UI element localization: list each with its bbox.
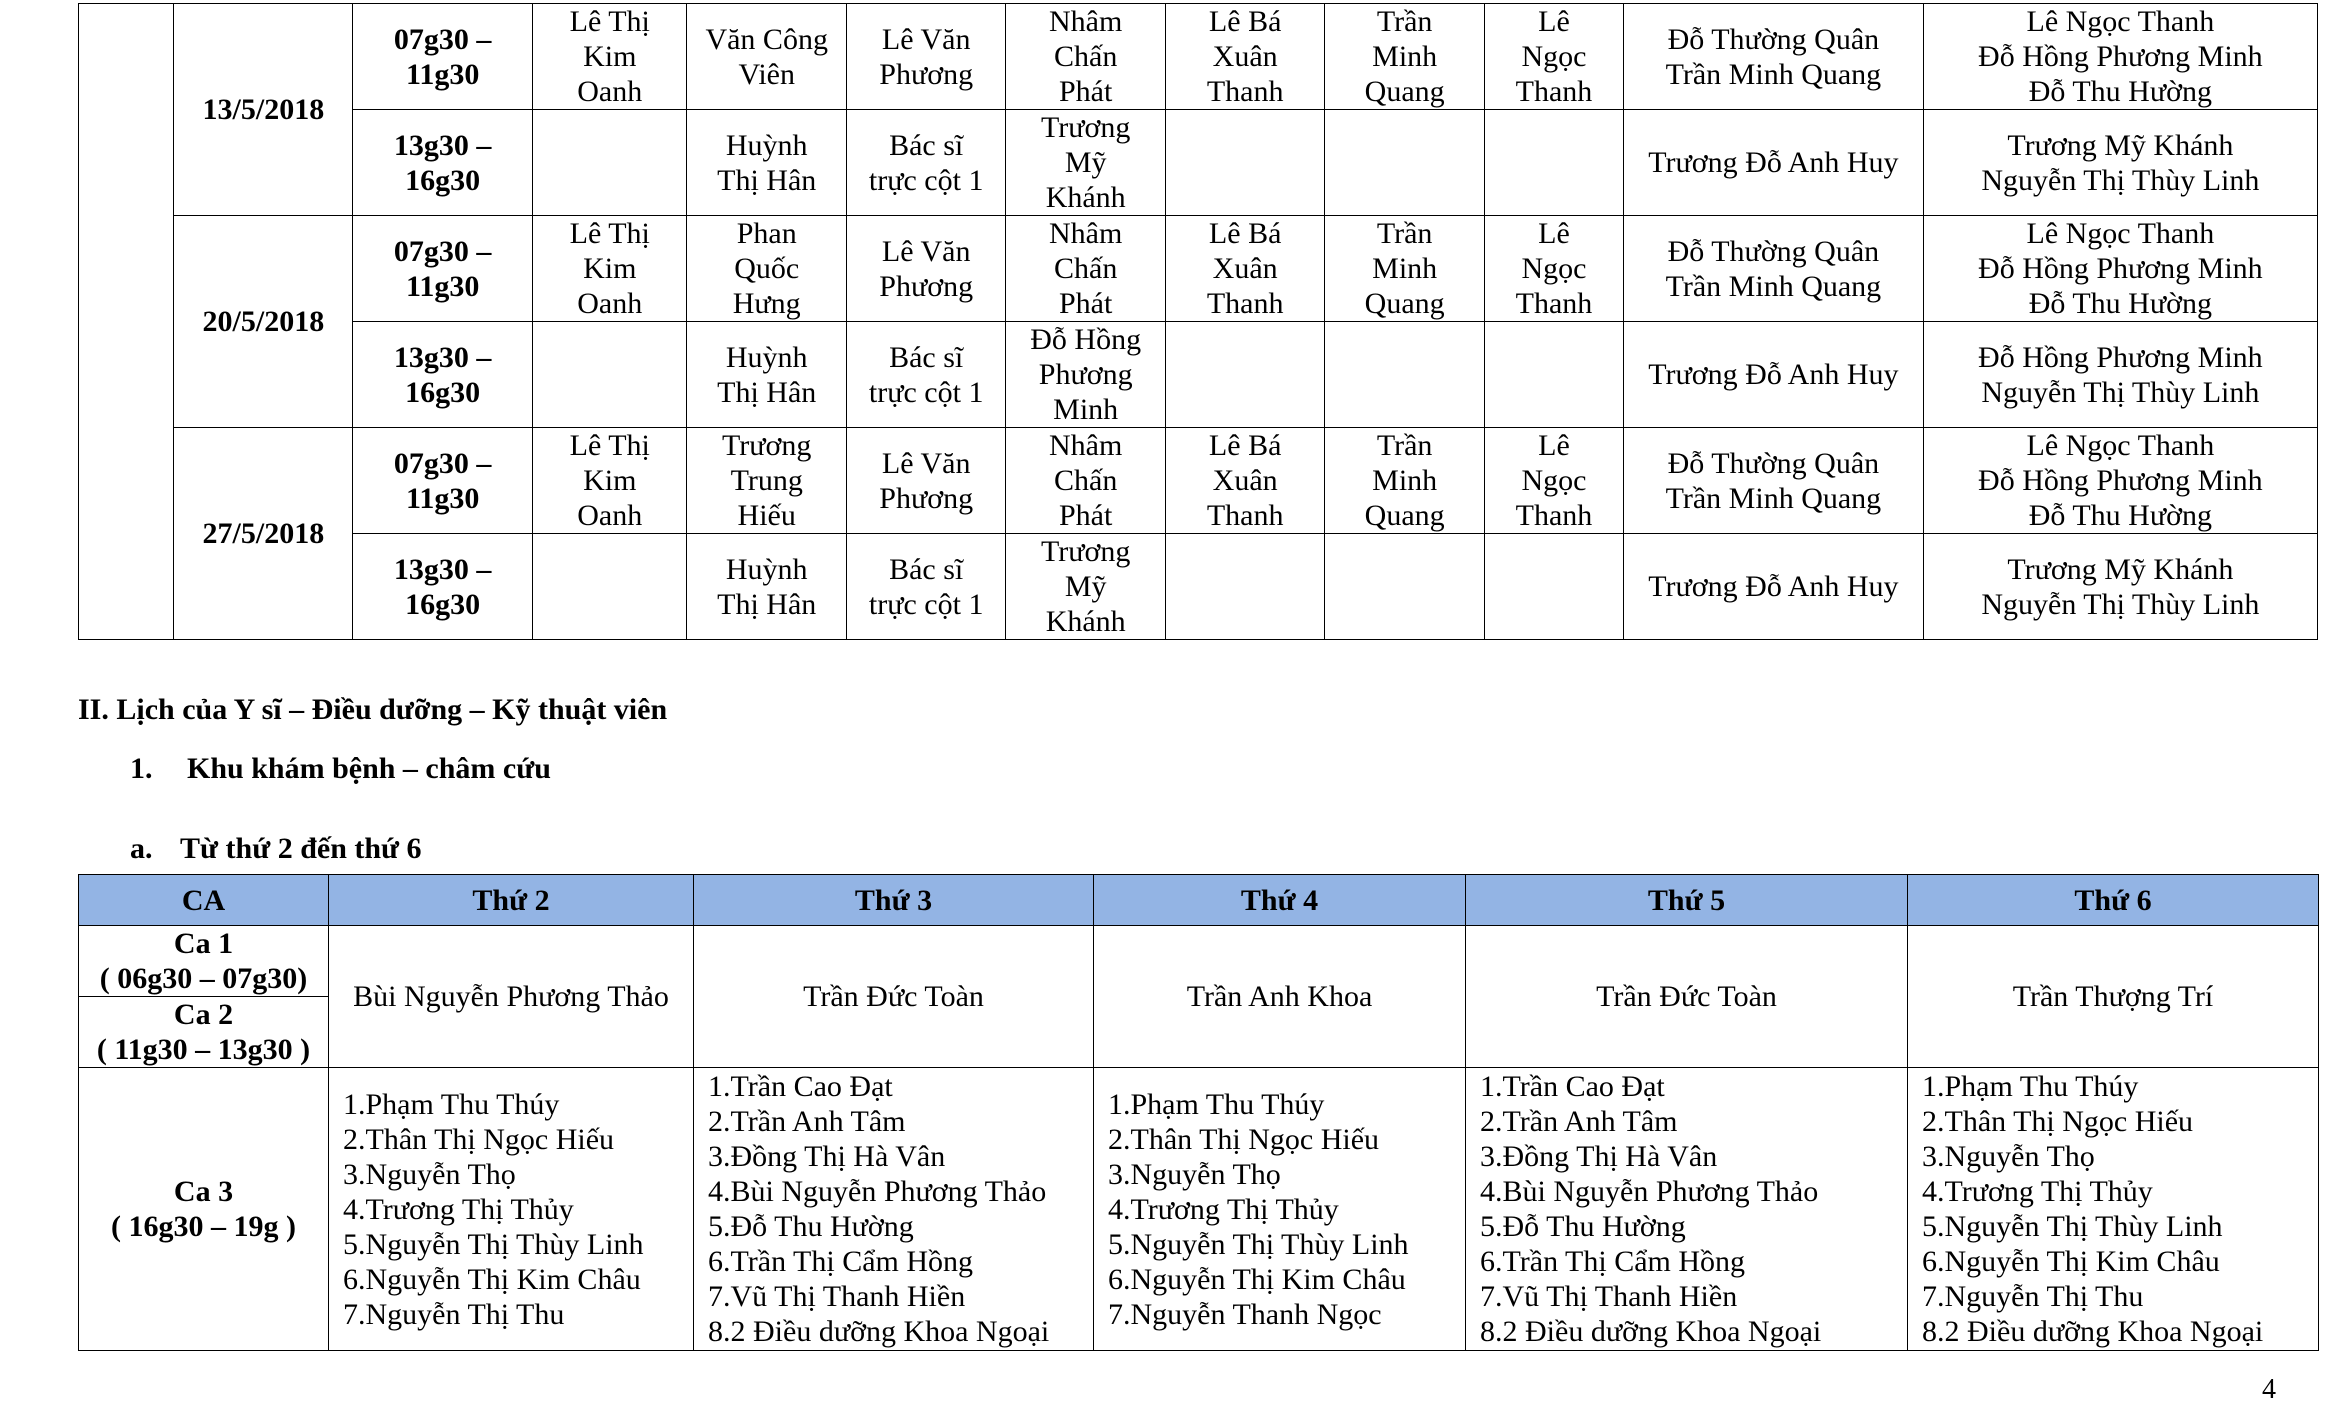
staff-cell xyxy=(533,534,687,640)
staff-cell: Trương Đỗ Anh Huy xyxy=(1624,534,1924,640)
staff-cell xyxy=(1165,534,1324,640)
header-thu4: Thứ 4 xyxy=(1094,875,1466,926)
staff-cell: Đỗ Hồng Phương Minh xyxy=(1006,322,1165,428)
staff-cell: Lê Ngọc Thanh Đỗ Hồng Phương Minh Đỗ Thu Hường xyxy=(1923,216,2317,322)
shift-row-ca3 xyxy=(79,1068,2319,1351)
section-title: II. Lịch của Y sĩ – Điều dưỡng – Kỹ thuật viên xyxy=(78,693,668,726)
staff-cell: Huỳnh Thị Hân xyxy=(687,534,846,640)
staff-cell xyxy=(1484,322,1623,428)
staff-cell: Trương Trung Hiếu xyxy=(687,428,846,534)
left-merged-cell xyxy=(79,4,174,640)
staff-cell: Nhâm Chấn Phát xyxy=(1006,216,1165,322)
staff-cell xyxy=(1325,322,1484,428)
staff-cell: Trần Thượng Trí xyxy=(1908,926,2319,1068)
staff-cell: Trần Minh Quang xyxy=(1325,216,1484,322)
staff-cell xyxy=(1484,110,1623,216)
staff-cell: Lê Thị Kim Oanh xyxy=(533,216,687,322)
staff-list: 1.Trần Cao Đạt 2.Trần Anh Tâm 3.Đồng Thị Hà Vân 4.Bùi Nguyễn Phương Thảo 5.Đỗ Thu Hường 6.Trần Thị Cẩm Hồng 7.Vũ Thị Thanh Hiền 8.2 Điều dưỡng Khoa Ngoại xyxy=(694,1068,1094,1351)
staff-cell: Văn Công Viên xyxy=(687,4,846,110)
staff-cell: Lê Bá Xuân Thanh xyxy=(1165,428,1324,534)
time-cell: 07g30 – 11g30 xyxy=(353,4,533,110)
staff-cell: Trần Đức Toàn xyxy=(694,926,1094,1068)
staff-cell: Lê Thị Kim Oanh xyxy=(533,4,687,110)
staff-list: 1.Phạm Thu Thúy 2.Thân Thị Ngọc Hiếu 3.Nguyễn Thọ 4.Trương Thị Thủy 5.Nguyễn Thị Thùy Linh 6.Nguyễn Thị Kim Châu 7.Nguyễn Thanh Ngọc xyxy=(1094,1068,1466,1351)
time-cell: 13g30 – 16g30 xyxy=(353,534,533,640)
staff-cell: Bác sĩ trực cột 1 xyxy=(846,534,1005,640)
date-cell: 20/5/2018 xyxy=(174,216,353,428)
schedule-row xyxy=(79,322,2318,428)
shift-label: Ca 2 ( 11g30 – 13g30 ) xyxy=(79,997,329,1068)
schedule-row xyxy=(79,428,2318,534)
staff-cell: Lê Văn Phương xyxy=(846,216,1005,322)
date-cell: 27/5/2018 xyxy=(174,428,353,640)
header-ca: CA xyxy=(79,875,329,926)
staff-cell: Bùi Nguyễn Phương Thảo xyxy=(329,926,694,1068)
staff-cell: Lê Thị Kim Oanh xyxy=(533,428,687,534)
staff-list: 1.Phạm Thu Thúy 2.Thân Thị Ngọc Hiếu 3.Nguyễn Thọ 4.Trương Thị Thủy 5.Nguyễn Thị Thùy Linh 6.Nguyễn Thị Kim Châu 7.Nguyễn Thị Thu xyxy=(329,1068,694,1351)
time-cell: 07g30 – 11g30 xyxy=(353,428,533,534)
header-row xyxy=(79,875,2319,926)
staff-cell xyxy=(1325,110,1484,216)
staff-list: 1.Phạm Thu Thúy 2.Thân Thị Ngọc Hiếu 3.Nguyễn Thọ 4.Trương Thị Thủy 5.Nguyễn Thị Thùy Linh 6.Nguyễn Thị Kim Châu 7.Nguyễn Thị Thu 8.2 Điều dưỡng Khoa Ngoại xyxy=(1908,1068,2319,1351)
staff-cell: Trần Minh Quang xyxy=(1325,4,1484,110)
subsection-a-title: Từ thứ 2 đến thứ 6 xyxy=(180,832,422,865)
staff-cell: Trương Mỹ Khánh xyxy=(1006,110,1165,216)
staff-list: 1.Trần Cao Đạt 2.Trần Anh Tâm 3.Đồng Thị Hà Vân 4.Bùi Nguyễn Phương Thảo 5.Đỗ Thu Hường 6.Trần Thị Cẩm Hồng 7.Vũ Thị Thanh Hiền 8.2 Điều dưỡng Khoa Ngoại xyxy=(1466,1068,1908,1351)
staff-cell: Trương Đỗ Anh Huy xyxy=(1624,110,1924,216)
nurse-shift-table xyxy=(78,874,2319,1351)
staff-cell: Lê Ngọc Thanh xyxy=(1484,428,1623,534)
subsection-a-number: a. xyxy=(130,832,153,865)
staff-cell: Lê Văn Phương xyxy=(846,4,1005,110)
staff-cell: Huỳnh Thị Hân xyxy=(687,110,846,216)
shift-row-ca1 xyxy=(79,926,2319,997)
header-thu3: Thứ 3 xyxy=(694,875,1094,926)
staff-cell: Phan Quốc Hưng xyxy=(687,216,846,322)
staff-cell: Bác sĩ trực cột 1 xyxy=(846,110,1005,216)
staff-cell: Đỗ Thường Quân Trần Minh Quang xyxy=(1624,216,1924,322)
staff-cell: Lê Bá Xuân Thanh xyxy=(1165,4,1324,110)
staff-cell: Trương Mỹ Khánh xyxy=(1006,534,1165,640)
staff-cell: Lê Ngọc Thanh Đỗ Hồng Phương Minh Đỗ Thu Hường xyxy=(1923,4,2317,110)
staff-cell xyxy=(533,322,687,428)
staff-cell xyxy=(1325,534,1484,640)
staff-cell: Trần Đức Toàn xyxy=(1466,926,1908,1068)
staff-cell: Lê Ngọc Thanh Đỗ Hồng Phương Minh Đỗ Thu Hường xyxy=(1923,428,2317,534)
header-thu6: Thứ 6 xyxy=(1908,875,2319,926)
subsection-number: 1. xyxy=(130,752,153,785)
doctor-schedule-table xyxy=(78,3,2318,640)
page-number: 4 xyxy=(2262,1374,2276,1405)
staff-cell: Nhâm Chấn Phát xyxy=(1006,428,1165,534)
staff-cell: Bác sĩ trực cột 1 xyxy=(846,322,1005,428)
time-cell: 13g30 – 16g30 xyxy=(353,322,533,428)
schedule-row xyxy=(79,4,2318,110)
staff-cell xyxy=(533,110,687,216)
shift-label: Ca 3 ( 16g30 – 19g ) xyxy=(79,1068,329,1351)
staff-cell: Đỗ Thường Quân Trần Minh Quang xyxy=(1624,4,1924,110)
shift-label: Ca 1 ( 06g30 – 07g30) xyxy=(79,926,329,997)
staff-cell: Nhâm Chấn Phát xyxy=(1006,4,1165,110)
staff-cell: Đỗ Hồng Phương Minh Nguyễn Thị Thùy Linh xyxy=(1923,322,2317,428)
staff-cell: Lê Ngọc Thanh xyxy=(1484,4,1623,110)
date-cell: 13/5/2018 xyxy=(174,4,353,216)
staff-cell: Huỳnh Thị Hân xyxy=(687,322,846,428)
staff-cell: Trần Minh Quang xyxy=(1325,428,1484,534)
staff-cell: Trương Đỗ Anh Huy xyxy=(1624,322,1924,428)
time-cell: 13g30 – 16g30 xyxy=(353,110,533,216)
staff-cell xyxy=(1165,322,1324,428)
staff-cell xyxy=(1165,110,1324,216)
staff-cell: Trương Mỹ Khánh Nguyễn Thị Thùy Linh xyxy=(1923,110,2317,216)
staff-cell: Lê Ngọc Thanh xyxy=(1484,216,1623,322)
subsection-title: Khu khám bệnh – châm cứu xyxy=(187,752,551,785)
schedule-row xyxy=(79,216,2318,322)
staff-cell: Lê Bá Xuân Thanh xyxy=(1165,216,1324,322)
header-thu5: Thứ 5 xyxy=(1466,875,1908,926)
time-cell: 07g30 – 11g30 xyxy=(353,216,533,322)
header-thu2: Thứ 2 xyxy=(329,875,694,926)
staff-cell: Lê Văn Phương xyxy=(846,428,1005,534)
staff-cell: Đỗ Thường Quân Trần Minh Quang xyxy=(1624,428,1924,534)
schedule-row xyxy=(79,534,2318,640)
staff-cell: Trương Mỹ Khánh Nguyễn Thị Thùy Linh xyxy=(1923,534,2317,640)
staff-cell xyxy=(1484,534,1623,640)
schedule-row xyxy=(79,110,2318,216)
staff-cell: Trần Anh Khoa xyxy=(1094,926,1466,1068)
